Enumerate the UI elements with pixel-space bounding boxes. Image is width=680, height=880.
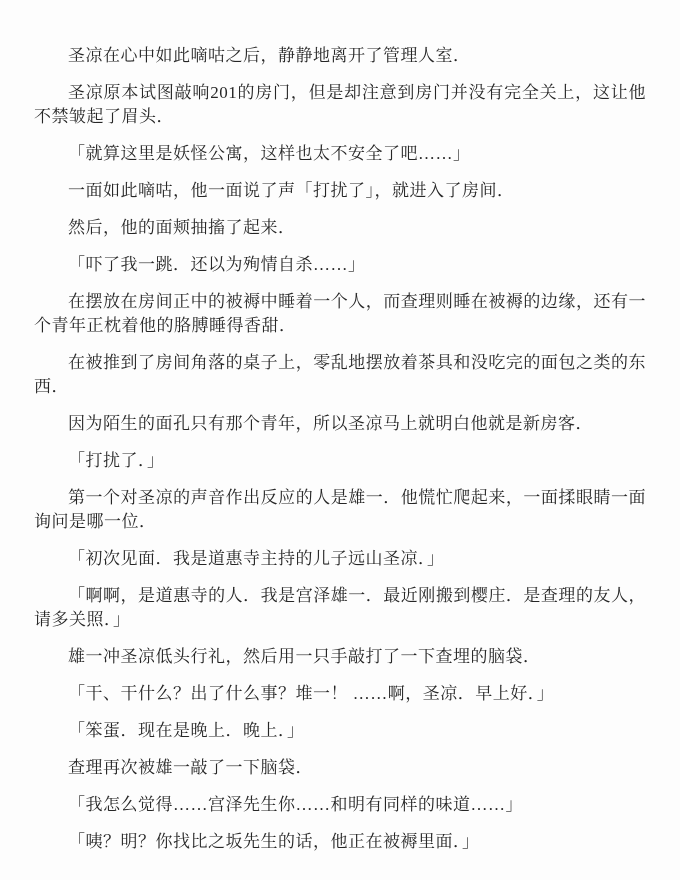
paragraph: 「吓了我一跳．还以为殉情自杀……」 <box>68 255 366 274</box>
paragraph: 「咦？明？你找比之坂先生的话，他正在被褥里面．」 <box>68 832 480 851</box>
paragraph: 在被推到了房间角落的桌子上，零乱地摆放着茶具和没吃完的面包之类的东西． <box>34 353 646 396</box>
paragraph: 然后，他的面颊抽搐了起来． <box>68 218 296 237</box>
paragraph: 因为陌生的面孔只有那个青年，所以圣凉马上就明白他就是新房客． <box>68 414 593 433</box>
paragraph: 「打扰了．」 <box>68 451 165 470</box>
paragraph: 雄一冲圣凉低头行礼，然后用一只手敲打了一下查埋的脑袋． <box>68 647 541 666</box>
paragraph: 「就算这里是妖怪公寓，这样也太不安全了吧……」 <box>68 144 471 163</box>
paragraph: 一面如此嘀咕，他一面说了声「打扰了」，就进入了房间． <box>68 181 515 200</box>
paragraph: 「干、干什么？出了什么事？堆一！ ……啊，圣凉．早上好．」 <box>68 684 555 703</box>
paragraph: 「我怎么觉得……宫泽先生你……和明有同样的味道……」 <box>68 795 523 814</box>
paragraph: 在摆放在房间正中的被褥中睡着一个人，而查理则睡在被褥的边缘，还有一个青年正枕着他的胳膊睡得香甜． <box>34 292 646 335</box>
paragraph: 「笨蛋．现在是晚上．晚上．」 <box>68 721 305 740</box>
paragraph: 第一个对圣凉的声音作出反应的人是雄一．他慌忙爬起来，一面揉眼睛一面询问是哪一位． <box>34 488 646 531</box>
paragraph: 「初次见面．我是道惠寺主持的儿子远山圣凉．」 <box>68 549 445 568</box>
text-body <box>34 44 646 854</box>
paragraph: 查理再次被雄一敲了一下脑袋． <box>68 758 313 777</box>
paragraph: 圣凉原本试图敲响201的房门，但是却注意到房门并没有完全关上，这让他不禁皱起了眉头． <box>34 83 646 126</box>
paragraph: 圣凉在心中如此嘀咕之后，静静地离开了管理人室． <box>68 46 471 65</box>
paragraph: 「啊啊，是道惠寺的人．我是宫泽雄一．最近刚搬到樱庄．是查理的友人，请多关照．」 <box>34 586 646 629</box>
